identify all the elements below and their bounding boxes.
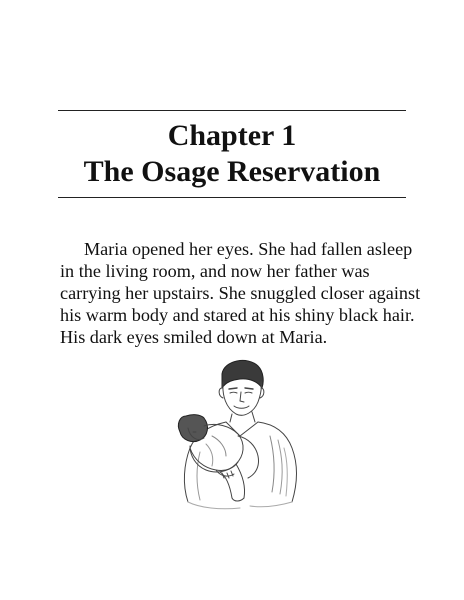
top-divider-rule [58, 110, 406, 111]
paragraph-line: carrying her upstairs. She snuggled closer against [60, 283, 421, 303]
paragraph-line: His dark eyes smiled down at Maria. [60, 327, 328, 347]
chapter-title: The Osage Reservation [83, 155, 381, 188]
chapter-number: Chapter 1 [167, 119, 297, 152]
father-child-illustration [160, 352, 318, 516]
chapter-heading [58, 118, 406, 190]
story-paragraph [60, 238, 421, 348]
paragraph-line: in the living room, and now her father was [60, 261, 370, 281]
paragraph-line: Maria opened her eyes. She had fallen asleep [84, 239, 413, 259]
paragraph-line: his warm body and stared at his shiny black hair. [60, 305, 415, 325]
bottom-divider-rule [58, 197, 406, 198]
